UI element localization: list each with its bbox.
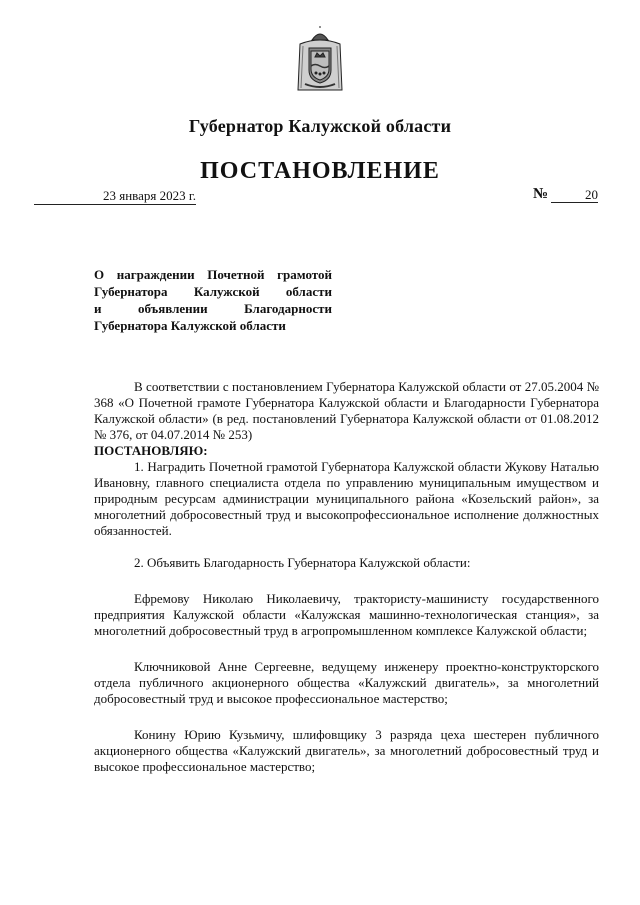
recipient-paragraph: Конину Юрию Кузьмичу, шлифовщику 3 разряда цеха шестерен публичного акционерного общества «Калужский двигатель», за многолетний добросовестный труд и высокое профессиональное мастерство; (94, 727, 599, 774)
recipient-paragraph: Ефремову Николаю Николаевичу, трактористу-машинисту государственного предприятия Калужской области «Калужская машинно-технологическая станция», за многолетний добросовестный труд в агропромышленном комплексе Калужской области; (94, 591, 599, 638)
item-1-paragraph: 1. Наградить Почетной грамотой Губернатора Калужской области Жукову Наталью Ивановну, главного специалиста отдела по управлению муниципальным имуществом и природным ресурсам администрации муниципального района «Козельский район», за многолетний добросовестный труд и высокопрофессиональное исполнение должностных обязанностей. (94, 459, 599, 538)
document-body (94, 379, 599, 775)
document-number-label: № (533, 186, 549, 202)
subject-line: Губернатора Калужской области (94, 284, 332, 299)
preamble-paragraph: В соответствии с постановлением Губернатора Калужской области от 27.05.2004 № 368 «О Почетной грамоте Губернатора Калужской области и Благодарности Губернатора Калужской области» (в ред. постановлений Губернатора Калужской области от 01.08.2012 № 376, от 04.07.2014 № 253) (94, 379, 599, 442)
document-type-title: ПОСТАНОВЛЕНИЕ (200, 158, 440, 184)
subject-line: О награждении Почетной грамотой (94, 267, 332, 282)
resolve-heading: ПОСТАНОВЛЯЮ: (94, 443, 208, 458)
recipient-paragraph: Ключниковой Анне Сергеевне, ведущему инженеру проектно-конструкторского отдела публичного акционерного общества «Калужский двигатель», за многолетний добросовестный труд и высокое профессиональное мастерство; (94, 659, 599, 706)
document-subject (94, 266, 332, 334)
issuer-title: Губернатор Калужской области (188, 116, 452, 136)
item-2-paragraph: 2. Объявить Благодарность Губернатора Калужской области: (134, 555, 471, 570)
subject-line: и объявлении Благодарности (94, 301, 332, 316)
document-date: 23 января 2023 г. (34, 188, 196, 205)
coat-of-arms-emblem-icon (295, 26, 345, 92)
subject-line: Губернатора Калужской области (94, 318, 286, 333)
document-number: 20 (551, 187, 598, 203)
